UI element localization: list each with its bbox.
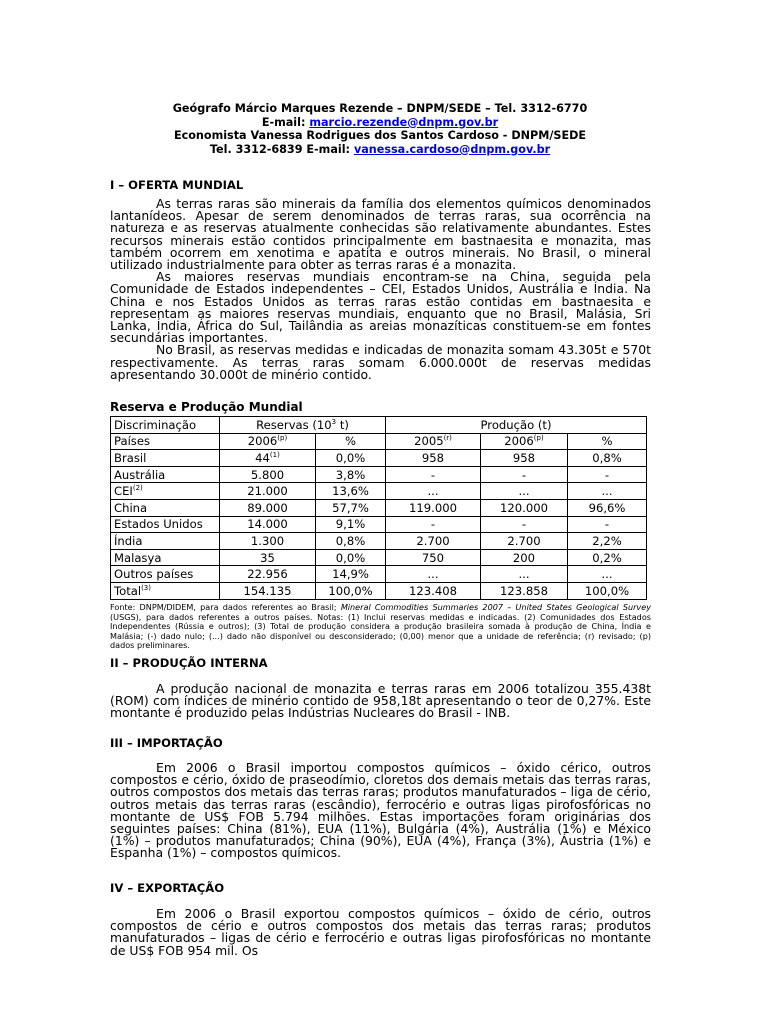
cell-production-2006: 200: [481, 549, 568, 566]
cell-reserves-2006: 44$^{(1)}$: [220, 450, 316, 467]
cell-production-pct: ...: [568, 566, 647, 583]
author-line-1: Geógrafo Márcio Marques Rezende – DNPM/SEDE – Tel. 3312-6770: [172, 102, 588, 115]
paragraph: Em 2006 o Brasil exportou compostos químicos – óxido de cério, outros compostos de cério e outros compostos dos metais das terras raras; produtos manufaturados – ligas de cério e ferrocério e outras ligas pirofosfóricas no montante de US$ FOB 954 mil. Os: [110, 906, 651, 958]
table-header-row: [111, 417, 647, 434]
header-paises: Países: [111, 433, 220, 450]
cell-production-pct: 0,2%: [568, 549, 647, 566]
cell-reserves-2006: 89.000: [220, 499, 316, 516]
cell-production-2005: 750: [386, 549, 481, 566]
section-body-exportacao: [110, 908, 651, 957]
table-row: [111, 566, 647, 583]
header-pct-reservas: %: [316, 433, 386, 450]
author-line-3: Economista Vanessa Rodrigues dos Santos Cardoso - DNPM/SEDE: [173, 129, 587, 142]
section-title-exportacao: IV – EXPORTAÇÃO: [110, 881, 225, 895]
cell-reserves-2006: 5.800: [220, 466, 316, 483]
cell-reserves-2006: 1.300: [220, 533, 316, 550]
header-pct-producao: %: [568, 433, 647, 450]
cell-production-2006: 2.700: [481, 533, 568, 550]
cell-reserves-2006: 22.956: [220, 566, 316, 583]
cell-production-2006: ...: [481, 566, 568, 583]
cell-production-2005: 2.700: [386, 533, 481, 550]
header-discriminacao: Discriminação: [111, 417, 220, 434]
cell-reserves-pct: 0,0%: [316, 549, 386, 566]
cell-reserves-pct: 14,9%: [316, 566, 386, 583]
reserves-production-table: [110, 416, 647, 600]
author-email-line-2: [110, 143, 650, 157]
cell-reserves-pct: 0,8%: [316, 533, 386, 550]
cell-production-2005: ...: [386, 483, 481, 500]
cell-production-2005: 123.408: [386, 582, 481, 599]
table-row: [111, 533, 647, 550]
header-2005-producao: 2005$^{(r)}$: [386, 433, 481, 450]
cell-country: Estados Unidos: [111, 516, 220, 533]
table-row: [111, 466, 647, 483]
cell-production-2006: 120.000: [481, 499, 568, 516]
table-title: Reserva e Produção Mundial: [110, 400, 303, 414]
email-link-2[interactable]: vanessa.cardoso@dnpm.gov.br: [353, 142, 551, 156]
email-label: E-mail:: [261, 115, 310, 129]
cell-country: Austrália: [111, 466, 220, 483]
cell-reserves-2006: 14.000: [220, 516, 316, 533]
paragraph: No Brasil, as reservas medidas e indicadas de monazita somam 43.305t e 570t respectivamente. As terras raras somam 6.000.000t de reservas medidas apresentando 30.000t de minério contido.: [110, 342, 651, 382]
cell-reserves-pct: 57,7%: [316, 499, 386, 516]
cell-production-pct: -: [568, 516, 647, 533]
cell-production-2005: -: [386, 516, 481, 533]
section-title-importacao: III – IMPORTAÇÃO: [110, 736, 223, 750]
cell-country: Índia: [111, 533, 220, 550]
cell-production-2005: 958: [386, 450, 481, 467]
cell-production-pct: 96,6%: [568, 499, 647, 516]
cell-production-2005: -: [386, 466, 481, 483]
author-email-line-1: [110, 116, 650, 130]
cell-country: Outros países: [111, 566, 220, 583]
cell-reserves-pct: 3,8%: [316, 466, 386, 483]
cell-country: Total$^{(3)}$: [111, 582, 220, 599]
phone-email-label: Tel. 3312-6839 E-mail:: [209, 142, 354, 156]
header-producao: Produção (t): [386, 417, 647, 434]
table-source-note: Fonte: DNPM/DIDEM, para dados referentes ao Brasil; Mineral Commodities Summaries 2007 – United States Geological Survey (USGS), para dados referentes a outros países. Notas: (1) Inclui reservas medidas e indicadas. (2) Comunidades dos Estados Independentes (Rússia e outros); (3) Total de produção considera a produção brasileira somada à produção de China, Índia e Malásia; (-) dado nulo; (...) dado não disponível ou desconsiderado; (0,00) menor que a unidade de referência; (r) revisado; (p) dados preliminares.: [110, 602, 651, 650]
cell-production-2005: 119.000: [386, 499, 481, 516]
table-row: [111, 582, 647, 599]
table-row: [111, 549, 647, 566]
section-title-producao: II – PRODUÇÃO INTERNA: [110, 656, 268, 670]
cell-reserves-2006: 35: [220, 549, 316, 566]
table-row: [111, 483, 647, 500]
cell-country: Brasil: [111, 450, 220, 467]
cell-production-2006: ...: [481, 483, 568, 500]
table-row: [111, 499, 647, 516]
cell-production-pct: 100,0%: [568, 582, 647, 599]
table-subheader-row: [111, 433, 647, 450]
section-body-oferta: [110, 198, 651, 381]
section-body-producao: [110, 683, 651, 720]
cell-country: China: [111, 499, 220, 516]
header-2006-reservas: 2006$^{(p)}$: [220, 433, 316, 450]
cell-reserves-pct: 9,1%: [316, 516, 386, 533]
email-link-1[interactable]: marcio.rezende@dnpm.gov.br: [309, 115, 499, 129]
cell-reserves-2006: 154.135: [220, 582, 316, 599]
cell-production-2006: 123.858: [481, 582, 568, 599]
table-row: [111, 450, 647, 467]
header-reservas: Reservas ($10^3$ t): [220, 417, 386, 434]
cell-reserves-pct: 13,6%: [316, 483, 386, 500]
cell-production-2006: -: [481, 466, 568, 483]
paragraph: As maiores reservas mundiais encontram-se na China, seguida pela Comunidade de Estados independentes – CEI, Estados Unidos, Austrália e Índia. Na China e nos Estados Unidos as terras raras estão contidas em bastnaesita e representam as maiores reservas mundiais, enquanto que no Brasil, Malásia, Sri Lanka, Índia, África do Sul, Tailândia as areias monazíticas constituem-se em fontes secundárias importantes.: [110, 269, 651, 346]
paragraph: A produção nacional de monazita e terras raras em 2006 totalizou 355.438t (ROM) com índices de minério contido de 958,18t apresentando o teor de 0,27%. Este montante é produzido pelas Indústrias Nucleares do Brasil - INB.: [110, 681, 651, 721]
cell-country: Malasya: [111, 549, 220, 566]
cell-production-2005: ...: [386, 566, 481, 583]
cell-production-pct: ...: [568, 483, 647, 500]
section-body-importacao: [110, 762, 651, 860]
cell-production-pct: 0,8%: [568, 450, 647, 467]
paragraph: As terras raras são minerais da família dos elementos químicos denominados lantanídeos. Apesar de serem denominados de terras raras, sua ocorrência na natureza e as reservas atualmente conhecidas são relativamente abundantes. Estes recursos minerais estão contidos principalmente em bastnaesita e monazita, mas também ocorrem em xenotima e apatita e outros minerais. No Brasil, o mineral utilizado industrialmente para obter as terras raras é a monazita.: [110, 196, 651, 273]
cell-production-2006: -: [481, 516, 568, 533]
cell-country: CEI$^{(2)}$: [111, 483, 220, 500]
table-row: [111, 516, 647, 533]
cell-reserves-pct: 0,0%: [316, 450, 386, 467]
section-title-oferta: I – OFERTA MUNDIAL: [110, 178, 244, 192]
author-header: [110, 102, 650, 156]
paragraph: Em 2006 o Brasil importou compostos químicos – óxido cérico, outros compostos e cério, óxido de praseodímio, cloretos dos demais metais das terras raras, outros compostos dos metais das terras raras; produtos manufaturados – liga de cério, outros metais das terras raras (escândio), ferrocério e outras ligas pirofosfóricas no montante de US$ FOB 5.794 milhões. Estas importações foram originárias dos seguintes países: China (81%), EUA (11%), Bulgária (4%), Austrália (1%) e México (1%) – produtos manufaturados; China (90%), EUA (4%), França (3%), Áustria (1%) e Espanha (1%) – compostos químicos.: [110, 760, 651, 861]
cell-reserves-2006: 21.000: [220, 483, 316, 500]
cell-production-pct: -: [568, 466, 647, 483]
cell-production-pct: 2,2%: [568, 533, 647, 550]
cell-production-2006: 958: [481, 450, 568, 467]
header-2006-producao: 2006$^{(p)}$: [481, 433, 568, 450]
cell-reserves-pct: 100,0%: [316, 582, 386, 599]
